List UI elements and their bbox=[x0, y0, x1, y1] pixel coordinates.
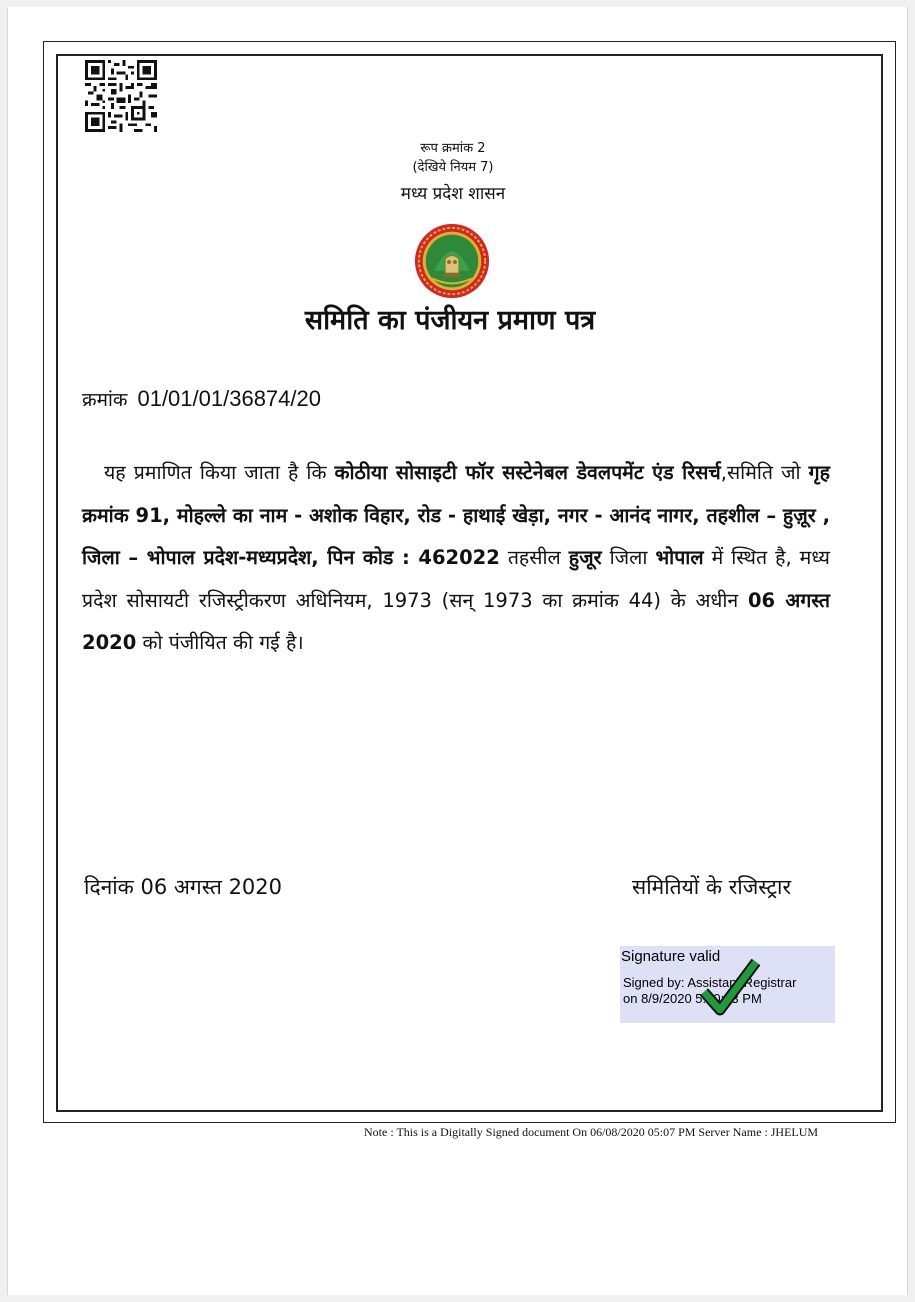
certificate-title: समिति का पंजीयन प्रमाण पत्र bbox=[304, 305, 596, 336]
digital-signature-box[interactable] bbox=[620, 946, 835, 1023]
form-number: रूप क्रमांक 2 bbox=[420, 141, 486, 156]
district-name: भोपाल bbox=[655, 546, 704, 569]
issue-date: दिनांक 06 अगस्त 2020 bbox=[84, 875, 283, 899]
body-text: ,समिति जो bbox=[720, 461, 809, 484]
signature-status: Signature valid bbox=[621, 948, 721, 965]
certificate-body bbox=[82, 452, 830, 665]
signed-on: on 8/9/2020 5:50:23 PM bbox=[623, 991, 762, 1006]
qr-code bbox=[85, 60, 157, 132]
registrar-designation: समितियों के रजिस्ट्रार bbox=[632, 875, 792, 899]
registration-date: 06 अगस्त 2020 bbox=[82, 588, 830, 654]
registration-label: क्रमांक bbox=[82, 389, 128, 411]
digital-signature-note: Note : This is a Digitally Signed document On 06/08/2020 05:07 PM Server Name : JHELUM bbox=[364, 1125, 819, 1139]
mp-government-emblem bbox=[413, 222, 491, 300]
registration-number-row bbox=[82, 386, 321, 412]
checkmark-icon bbox=[698, 954, 760, 1018]
body-text: जिला bbox=[601, 546, 656, 569]
society-name: कोठीया सोसाइटी फॉर सस्टेनेबल डेवलपमेंट एंड रिसर्च bbox=[334, 461, 721, 484]
government-heading: मध्य प्रदेश शासन bbox=[400, 184, 506, 204]
society-address: गृह क्रमांक 91, मोहल्ले का नाम - अशोक विहार, रोड - हाथाई खेड़ा, नगर - आनंद नागर, तहशील – हुज़ूर , जिला – भोपाल प्रदेश-मध्यप्रदेश, पिन कोड : 462022 bbox=[82, 461, 830, 569]
tehsil-name: हुजूर bbox=[568, 546, 602, 569]
body-text: में स्थित है, मध्य प्रदेश सोसायटी रजिस्ट्रीकरण अधिनियम, 1973 (सन् 1973 का क्रमांक 44) के अधीन bbox=[82, 546, 830, 612]
body-text: यह प्रमाणित किया जाता है कि bbox=[104, 461, 335, 484]
body-text: को पंजीयित की गई है। bbox=[136, 631, 304, 654]
signed-by: Signed by: Assistant Registrar bbox=[623, 975, 797, 990]
registration-number: 01/01/01/36874/20 bbox=[137, 386, 321, 411]
rule-reference: (देखिये नियम 7) bbox=[412, 160, 494, 175]
body-text: तहसील bbox=[499, 546, 569, 569]
